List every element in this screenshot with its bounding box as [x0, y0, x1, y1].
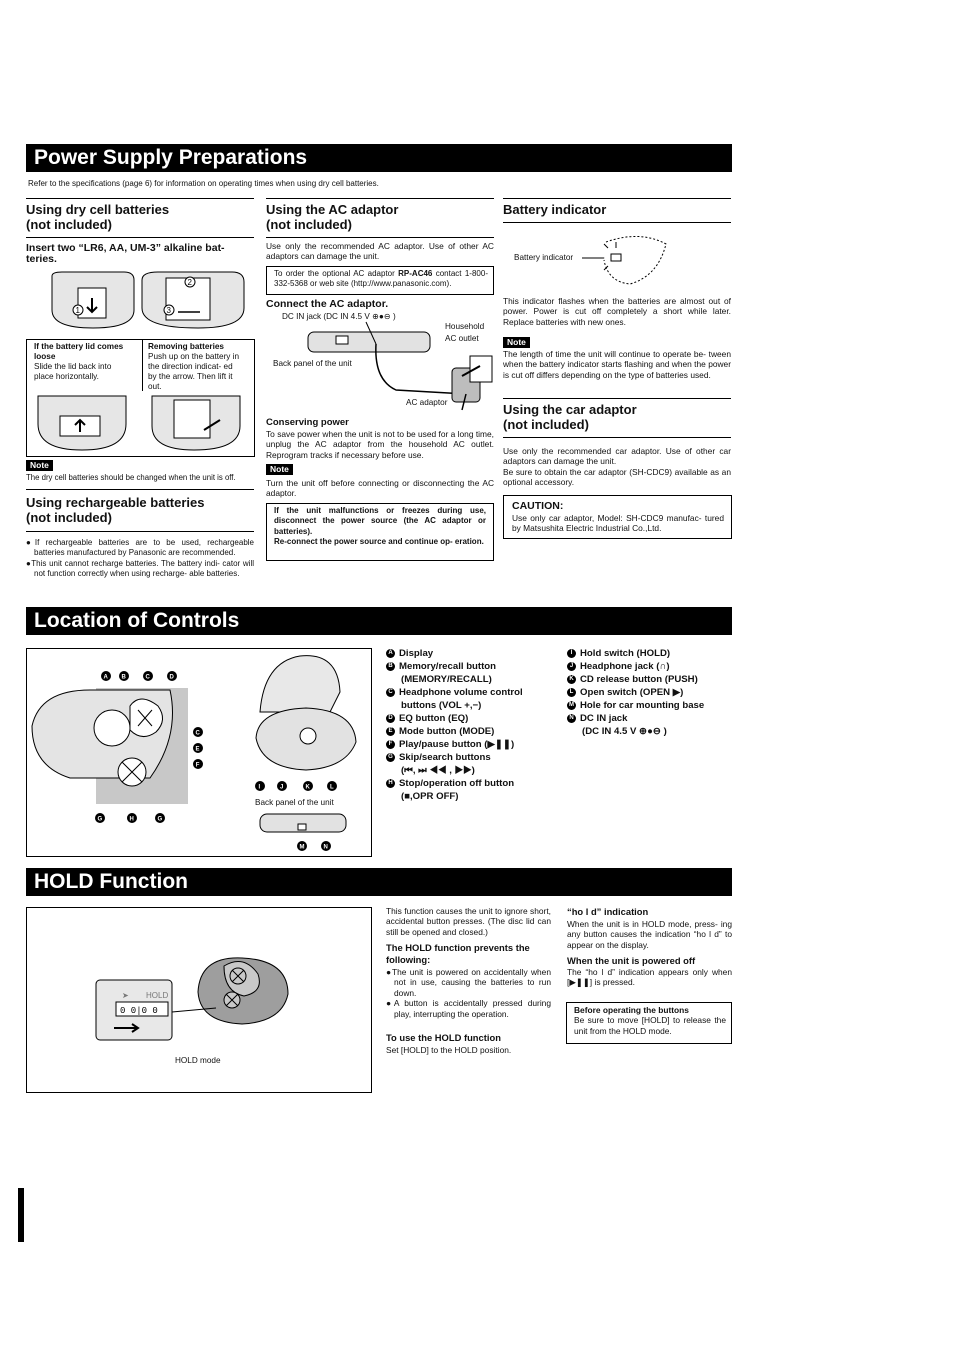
list-item: J Headphone jack (∩)	[567, 660, 732, 673]
divider	[26, 489, 254, 490]
list-item: N DC IN jack	[567, 712, 732, 725]
battery-note: The length of time the unit will continue to operate be- tween when the battery indicator starts flashing and when the power is cut off differs depending on the type of batteries used.	[503, 349, 731, 380]
svg-text:2: 2	[187, 278, 192, 287]
conserve-title: Conserving power	[266, 417, 349, 428]
list-item: ●The unit is powered on accidentally when not in use, causing the batteries to run down.	[386, 967, 551, 998]
power-intro: Refer to the specifications (page 6) for information on operating times when using dry cell batteries.	[28, 179, 379, 188]
lid-tip: If the battery lid comes loose Slide the lid back into place horizontally.	[34, 342, 124, 381]
hold-illustration	[92, 950, 292, 1050]
list-item: M Hole for car mounting base	[569, 700, 705, 711]
recharge-bullets	[26, 538, 254, 580]
indicator-label: Battery indicator	[514, 253, 574, 262]
svg-text:➤: ➤	[122, 991, 129, 1000]
divider	[503, 398, 731, 399]
divider	[503, 222, 731, 223]
control-panel-illustration	[30, 666, 190, 826]
divider	[266, 198, 494, 199]
divider	[142, 339, 144, 391]
note-label: Note	[26, 460, 53, 471]
side-callouts	[190, 726, 206, 776]
list-item: D EQ button (EQ)	[386, 712, 551, 725]
page-edge-marker	[18, 1188, 24, 1242]
svg-text:B: B	[121, 674, 126, 681]
controls-list-right: I Hold switch (HOLD) J Headphone jack (∩) K CD release button (PUSH) L Open switch (OPEN ▶) M Hole for car mounting base N DC IN jack (DC IN 4.5 V ⊕●⊖ )	[567, 647, 732, 738]
list-item: F Play/pause button (▶❚❚)	[386, 738, 551, 751]
list-item: L Open switch (OPEN ▶)	[567, 686, 732, 699]
battery-lid-illustration	[34, 394, 248, 454]
list-item: ●If rechargeable batteries are to be used, rechargeable batteries manufactured by Panasonic are recommended.	[26, 538, 254, 558]
list-item: ●This unit cannot recharge batteries. The battery indi- cator will not function correctly when using recharge- able batteries.	[26, 558, 254, 579]
svg-text:F: F	[195, 762, 200, 769]
list-item: G Skip/search buttons	[386, 751, 551, 764]
hold-powered-off-text: The “ho l d” indication appears only when [▶❚❚] is pressed.	[567, 967, 732, 988]
list-item: A Display	[386, 647, 551, 660]
dc-in-label: DC IN jack (DC IN 4.5 V ⊕●⊖ )	[282, 312, 396, 321]
divider	[503, 198, 731, 199]
note-label: Note	[503, 337, 530, 348]
svg-text:L: L	[330, 784, 334, 791]
hold-use-text: Set [HOLD] to the HOLD position.	[386, 1045, 512, 1055]
malfunction-text: If the unit malfunctions or freezes during use, disconnect the power source (the AC adaptor or batteries). Re-connect the power source and continue op- eration.	[274, 506, 486, 547]
svg-text:M: M	[299, 844, 305, 851]
remove-tip: Removing batteries Push up on the battery in the direction indicat- ed by the arrow. Then lift it out.	[148, 342, 240, 391]
section-title-location: Location of Controls	[26, 607, 732, 635]
ac-note: Turn the unit off before connecting or disconnecting the AC adaptor.	[266, 478, 494, 499]
caution-text: Use only car adaptor, Model: SH-CDC9 manufac- tured by Matsushita Electric Industrial Co.,Ltd.	[512, 513, 724, 534]
battery-indicator-illustration	[580, 236, 670, 288]
svg-text:0 0|0 0: 0 0|0 0	[120, 1006, 158, 1016]
list-item: ●A button is accidentally pressed during play, interrupting the operation.	[386, 998, 551, 1019]
hold-indication-text: When the unit is in HOLD mode, press- ing any button causes the indication “ho l d” to appear on the display.	[567, 919, 732, 950]
ac-heading: Using the AC adaptor (not included)	[266, 202, 399, 232]
connect-heading: Connect the AC adaptor.	[266, 298, 389, 310]
caution-title: CAUTION:	[512, 500, 564, 512]
battery-insert-illustration	[48, 270, 258, 332]
section-title-hold: HOLD Function	[26, 868, 732, 896]
hold-intro: This function causes the unit to ignore short, accidental button presses. (The disc lid can still be opened and closed.)	[386, 906, 551, 937]
svg-text:G: G	[97, 816, 103, 823]
list-item: I Hold switch (HOLD)	[567, 647, 732, 660]
divider	[266, 237, 494, 238]
svg-text:N: N	[323, 844, 328, 851]
car-heading: Using the car adaptor (not included)	[503, 402, 637, 432]
car-text: Use only the recommended car adaptor. Use of other car adaptors can damage the unit. Be sure to obtain the car adaptor (SH-CDC9) available as an optional accessory.	[503, 446, 731, 488]
outlet-label: AC outlet	[445, 334, 479, 343]
svg-text:K: K	[305, 784, 310, 791]
list-item: E Mode button (MODE)	[386, 725, 551, 738]
section-title-power: Power Supply Preparations	[26, 144, 732, 172]
hold-bullets	[386, 967, 551, 1019]
hold-powered-off-title: When the unit is powered off	[567, 955, 696, 966]
list-item: K CD release button (PUSH)	[567, 673, 732, 686]
battery-heading: Battery indicator	[503, 202, 607, 217]
svg-text:E: E	[195, 746, 200, 753]
list-item: H Stop/operation off button	[386, 777, 551, 790]
list-item: C Headphone volume control	[386, 686, 551, 699]
back-panel-label: Back panel of the unit	[273, 359, 352, 368]
household-label: Household	[445, 322, 485, 331]
svg-text:I: I	[258, 784, 261, 791]
divider	[503, 437, 731, 438]
hold-use-title: To use the HOLD function	[386, 1032, 501, 1043]
back-panel-caption: Back panel of the unit	[255, 798, 334, 807]
svg-text:C: C	[145, 674, 150, 681]
conserve-text: To save power when the unit is not to be used for a long time, unplug the AC adaptor from the household AC outlet. Reprogram tracks if necessary before use.	[266, 429, 494, 460]
battery-desc: This indicator flashes when the batteries are almost out of power. Power is cut off completely a short while later. Replace batteries with new ones.	[503, 296, 731, 327]
open-unit-illustration	[250, 652, 362, 792]
dry-heading: Using dry cell batteries (not included)	[26, 202, 170, 232]
svg-text:J: J	[280, 784, 284, 791]
dry-note: The dry cell batteries should be changed when the unit is off.	[26, 473, 236, 482]
svg-text:H: H	[129, 816, 134, 823]
insert-instruction: Insert two “LR6, AA, UM-3” alkaline bat- teries.	[26, 242, 225, 265]
svg-text:D: D	[169, 674, 174, 681]
hold-prevents: The HOLD function prevents the following:	[386, 942, 530, 965]
svg-text:3: 3	[166, 306, 171, 315]
hold-mode-caption: HOLD mode	[175, 1056, 221, 1065]
hold-switch-label: HOLD	[146, 991, 169, 1000]
svg-text:1: 1	[75, 306, 80, 315]
adaptor-label: AC adaptor	[406, 398, 448, 407]
order-text: To order the optional AC adaptor RP-AC46 contact 1-800-332-5368 or web site (http://www.panasonic.com).	[274, 269, 488, 289]
recharge-heading: Using rechargeable batteries (not included)	[26, 495, 205, 525]
divider	[26, 198, 254, 199]
list-item: B Memory/recall button	[386, 660, 551, 673]
back-panel-illustration	[258, 812, 348, 852]
controls-list-left: A Display B Memory/recall button (MEMORY/RECALL) C Headphone volume control buttons (VOL +,−) D EQ button (EQ) E Mode button (MODE) F Play/pause button (▶❚❚) G Skip/search buttons (⏮, ⏭ ◀◀ , ▶▶) H Stop/operation off button (■,OPR OFF)	[386, 647, 551, 803]
before-operating-text: Before operating the buttons Be sure to move [HOLD] to release the unit from the HOLD mode.	[574, 1005, 726, 1036]
svg-text:C: C	[195, 730, 200, 737]
note-label: Note	[266, 464, 293, 475]
divider	[26, 237, 254, 238]
svg-text:A: A	[103, 674, 108, 681]
divider	[26, 531, 254, 532]
hold-indication-title: “ho l d” indication	[567, 906, 649, 917]
ac-intro: Use only the recommended AC adaptor. Use of other AC adaptors can damage the unit.	[266, 241, 494, 262]
ac-adaptor-illustration	[266, 320, 496, 416]
svg-text:G: G	[157, 816, 163, 823]
